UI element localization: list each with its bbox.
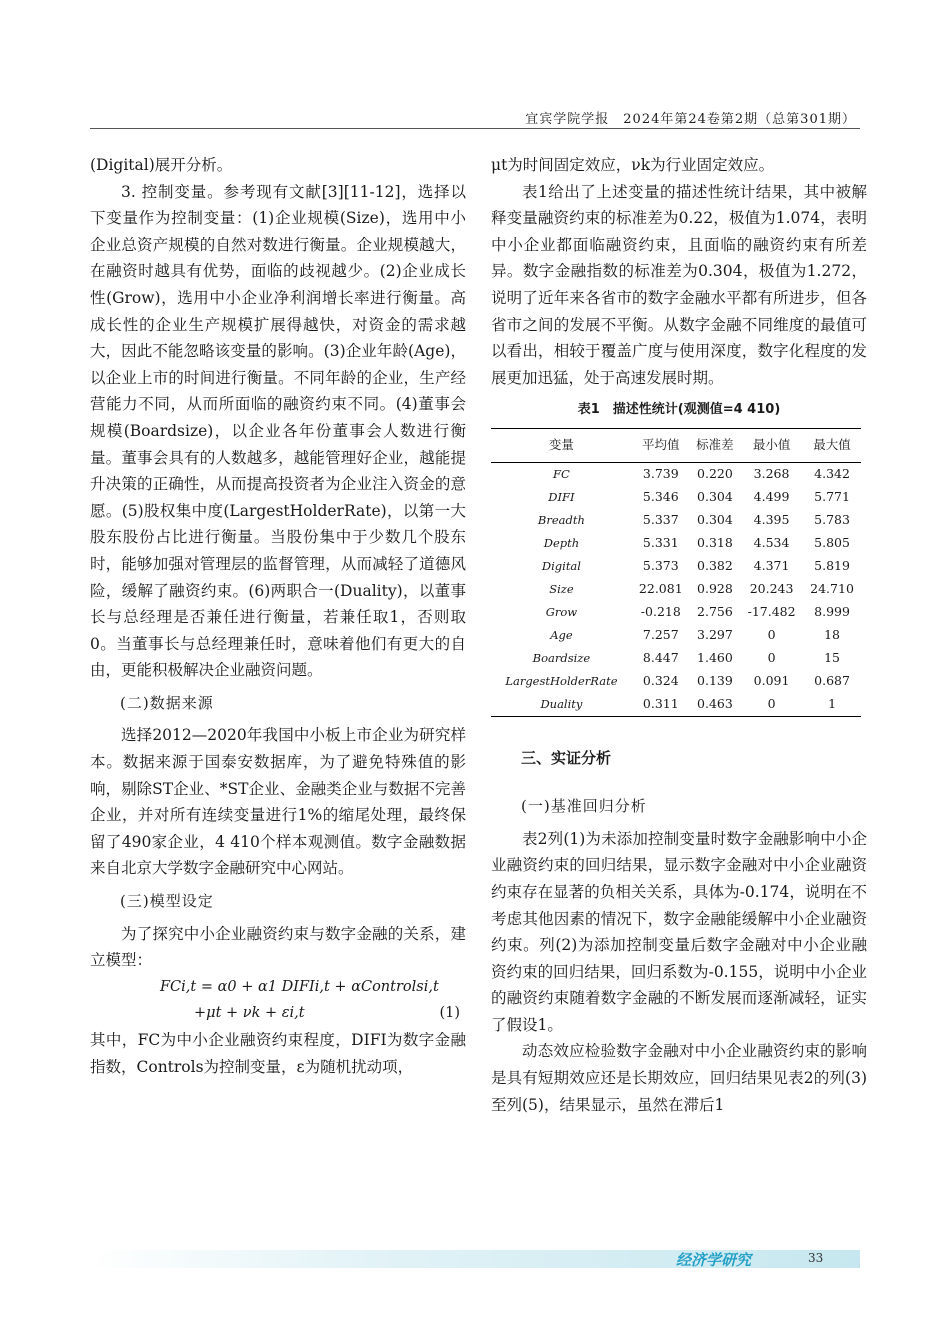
paragraph-descriptive: 表1给出了上述变量的描述性统计结果，其中被解释变量融资约束的标准差为0.22，极值为1.074，表明中小企业都面临融资约束，且面临的融资约束有所差异。数字金融指数的标准差为0.304，极值为1.272，说明了近年来各省市的数字金融水平都有所进步，但各省市之间的发展不平衡。从数字金融不同维度的最值可以看出，相较于覆盖广度与使用深度，数字化程度的发展更加迅猛，处于高速发展时期。 [491,182,867,387]
paragraph-dynamic: 动态效应检验数字金融对中小企业融资约束的影响是具有短期效应还是长期效应，回归结果见表2的列(3)至列(5)，结果显示，虽然在滞后1 [491,1042,867,1114]
paragraph: μt为时间固定效应，νk为行业固定效应。 [491,156,775,174]
value-cell: 0.304 [697,489,733,505]
value-cell: 0 [767,650,776,666]
value-cell: 5.819 [814,558,850,574]
subheading-baseline: (一)基准回归分析 [521,797,647,816]
value-cell: 4.499 [753,489,790,505]
value-cell: 18 [824,627,840,643]
value-cell: 0.928 [697,581,733,597]
value-cell: 0.091 [753,673,790,689]
value-cell: 4.342 [814,466,850,482]
paragraph-baseline: 表2列(1)为未添加控制变量时数字金融影响中小企业融资约束的回归结果，显示数字金融对中小企业融资约束存在显著的负相关关系，具体为-0.174，说明在不考虑其他因素的情况下，数字金融能缓解中小企业融资约束。列(2)为添加控制变量后数字金融对中小企业融资约束的回归结果，回归系数为-0.155，说明中小企业的融资约束随着数字金融的不断发展而逐渐减轻，证实了假设1。 [491,829,867,1034]
value-cell: 22.081 [638,581,683,597]
value-cell: 5.346 [642,489,679,505]
value-cell: 0 [767,696,776,712]
equation-line-1: FCi,t = α0 + α1 DIFIi,t + αControlsi,t [160,978,439,995]
column-header: 平均值 [642,436,680,452]
value-cell: 0.382 [697,558,733,574]
value-cell: 5.331 [642,535,679,551]
value-cell: 24.710 [810,581,854,597]
value-cell: 5.805 [814,535,850,551]
value-cell: 0.463 [697,696,733,712]
variable-cell: Grow [545,605,578,620]
header-rule [90,128,860,129]
value-cell: 5.771 [814,489,850,505]
column-header: 标准差 [696,436,734,452]
value-cell: 1 [828,696,837,712]
paragraph-control-variables: 3. 控制变量。参考现有文献[3][11-12]，选择以下变量作为控制变量：(1)企业规模(Size)，选用中小企业总资产规模的自然对数进行衡量。企业规模越大，在融资时越具有优势，面临的歧视越少。(2)企业成长性(Grow)，选用中小企业净利润增长率进行衡量。高成长性的企业生产规模扩展得越快，对资金的需求越大，因此不能忽略该变量的影响。(3)企业年龄(Age)，以企业上市的时间进行衡量。不同年龄的企业，生产经营能力不同，从而所面临的融资约束不同。(4)董事会规模(Boardsize)，以企业各年份董事会人数进行衡量。董事会具有的人数越多，越能管理好企业，越能提升决策的正确性，从而提高投资者为企业注入资金的意愿。(5)股权集中度(LargestHolderRate)，以第一大股东股份占比进行衡量。当股份集中于少数几个股东时，能够加强对管理层的监督管理，从而减轻了道德风险，缓解了融资约束。(6)两职合一(Duality)，以董事长与总经理是否兼任进行衡量，若兼任取1，否则取0。当董事长与总经理兼任时，意味着他们有更大的自由，更能积极解决企业融资问题。 [90,182,466,680]
right-column [491,152,867,1118]
variable-cell: Size [549,582,574,597]
variable-cell: FC [553,467,570,482]
table-title: 表1 描述性统计(观测值=4 410) [577,402,781,418]
table-row [491,509,861,532]
variable-cell: Boardsize [532,651,591,666]
value-cell: 3.268 [753,466,790,482]
value-cell: 8.447 [642,650,679,666]
value-cell: 0.687 [814,673,850,689]
table-row [491,486,861,509]
paragraph-model: 为了探究中小企业融资约束与数字金融的关系，建立模型： [90,924,466,970]
table-row [491,624,861,647]
section-heading: 三、实证分析 [521,748,612,767]
value-cell: 0.318 [697,535,733,551]
value-cell: 4.371 [753,558,790,574]
value-cell: 5.373 [642,558,679,574]
value-cell: 4.534 [753,535,790,551]
value-cell: 5.783 [814,512,850,528]
table-row [491,670,861,693]
value-cell: 5.337 [642,512,679,528]
value-cell: 7.257 [642,627,679,643]
value-cell: 4.395 [753,512,790,528]
value-cell: -17.482 [747,604,796,620]
column-header: 最小值 [752,436,791,452]
value-cell: 0.304 [697,512,733,528]
table-row [491,532,861,555]
value-cell: 1.460 [697,650,733,666]
value-cell: 8.999 [814,604,850,620]
value-cell: 2.756 [697,604,733,620]
value-cell: 15 [824,650,840,666]
variable-cell: DIFI [548,490,575,505]
paragraph: (Digital)展开分析。 [90,156,233,174]
table-header-row [491,428,861,462]
left-column [90,152,466,1080]
value-cell: 3.739 [642,466,679,482]
table-row [491,601,861,624]
value-cell: 0 [767,627,776,643]
variable-cell: Age [550,628,573,643]
subheading-data-source: (二)数据来源 [120,693,214,712]
journal-name: 经济学研究 [676,1251,752,1269]
page-number: 33 [808,1251,824,1265]
value-cell: 0.139 [697,673,733,689]
subheading-model: (三)模型设定 [120,892,214,911]
value-cell: 0.311 [642,696,679,712]
table-row [491,555,861,578]
variable-cell: Duality [540,697,583,712]
equation-line-2 [90,1000,466,1027]
descriptive-stats-table [491,428,861,717]
value-cell: 20.243 [749,581,794,597]
table-row [491,647,861,670]
value-cell: 0.324 [642,673,679,689]
table-row [491,578,861,601]
equation-part: +μt + νk + εi,t [194,1005,305,1022]
column-header: 最大值 [813,436,851,452]
variable-cell: Digital [541,559,581,574]
paragraph-data-source: 选择2012—2020年我国中小板上市企业为研究样本。数据来源于国泰安数据库，为了避免特殊值的影响，剔除ST企业、*ST企业、金融类企业与数据不完善企业，并对所有连续变量进行1%的缩尾处理，最终保留了490家企业，4 410个样本观测值。数字金融数据来自北京大学数字金融研究中心网站。 [90,726,466,878]
running-header: 宜宾学院学报 2024年第24卷第2期（总第301期） [525,112,856,127]
value-cell: 3.297 [697,627,733,643]
value-cell: 0.220 [697,466,733,482]
equation-number: (1) [439,1005,460,1022]
variable-cell: Breadth [537,513,585,528]
table-row [491,462,861,486]
paragraph-model-explanation: 其中，FC为中小企业融资约束程度，DIFI为数字金融指数，Controls为控制变量，ε为随机扰动项， [90,1031,466,1076]
column-header: 变量 [548,436,574,452]
variable-cell: Depth [543,536,580,551]
value-cell: -0.218 [640,604,681,620]
variable-cell: LargestHolderRate [505,674,618,689]
table-row [491,693,861,717]
